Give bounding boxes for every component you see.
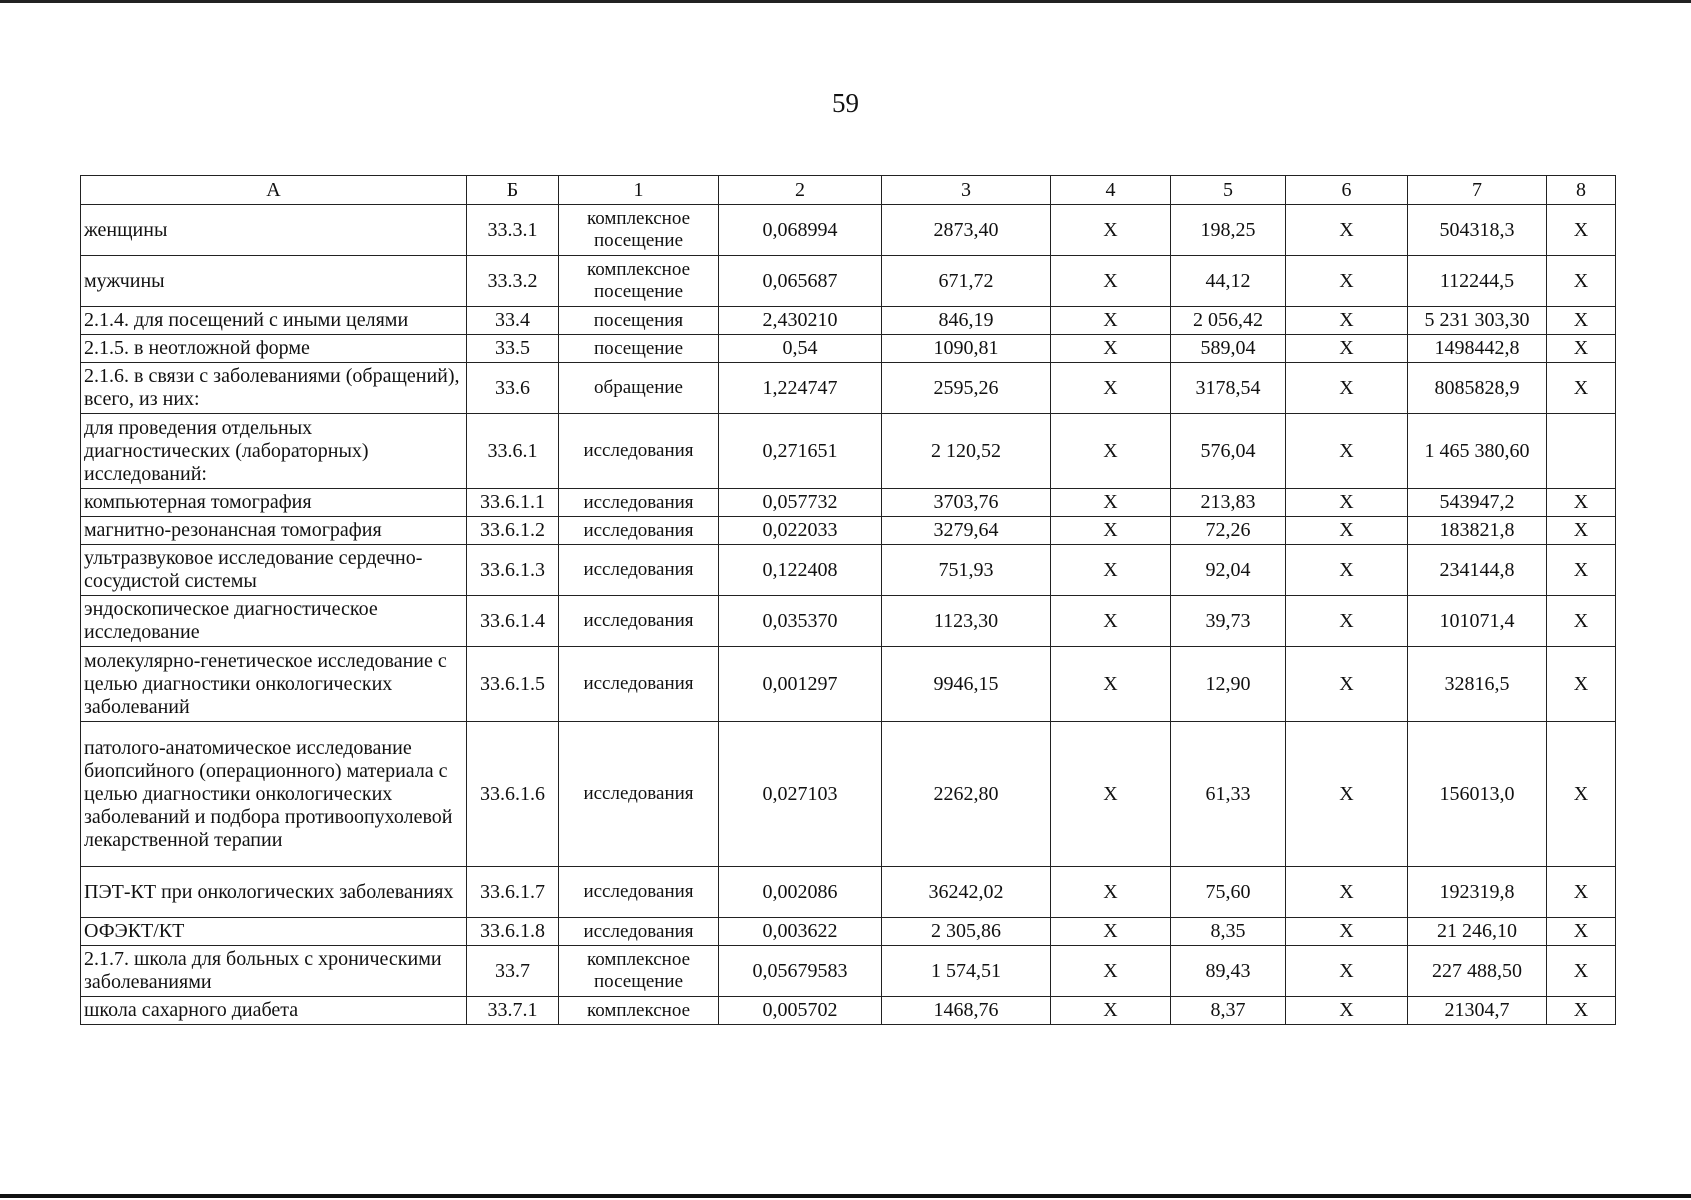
- cell-col3: 671,72: [882, 256, 1051, 307]
- cell-col5: 75,60: [1171, 867, 1286, 918]
- cell-col6: X: [1286, 307, 1408, 335]
- cell-col5: 8,35: [1171, 918, 1286, 946]
- row-unit: исследования: [559, 545, 719, 596]
- cell-col5: 3178,54: [1171, 363, 1286, 414]
- row-name: 2.1.4. для посещений с иными целями: [81, 307, 467, 335]
- cell-col6: X: [1286, 335, 1408, 363]
- cell-col5: 92,04: [1171, 545, 1286, 596]
- cell-col7: 1 465 380,60: [1408, 414, 1547, 489]
- row-unit: исследования: [559, 722, 719, 867]
- row-code: 33.3.1: [467, 205, 559, 256]
- column-header: 8: [1547, 176, 1616, 205]
- cell-col6: X: [1286, 722, 1408, 867]
- column-header: 2: [719, 176, 882, 205]
- cell-col4: X: [1051, 997, 1171, 1025]
- cell-col8: X: [1547, 256, 1616, 307]
- cell-col4: X: [1051, 946, 1171, 997]
- cell-col8: X: [1547, 307, 1616, 335]
- cell-col8: X: [1547, 722, 1616, 867]
- cell-col7: 101071,4: [1408, 596, 1547, 647]
- cell-col8: X: [1547, 997, 1616, 1025]
- row-code: 33.4: [467, 307, 559, 335]
- cell-col7: 21304,7: [1408, 997, 1547, 1025]
- cell-col5: 589,04: [1171, 335, 1286, 363]
- column-header: А: [81, 176, 467, 205]
- row-code: 33.6.1.2: [467, 517, 559, 545]
- cell-col3: 751,93: [882, 545, 1051, 596]
- cell-col2: 0,122408: [719, 545, 882, 596]
- cell-col3: 3703,76: [882, 489, 1051, 517]
- cell-col5: 198,25: [1171, 205, 1286, 256]
- row-unit: комплексное: [559, 997, 719, 1025]
- row-code: 33.6.1.3: [467, 545, 559, 596]
- cell-col5: 2 056,42: [1171, 307, 1286, 335]
- cell-col5: 12,90: [1171, 647, 1286, 722]
- cell-col8: X: [1547, 596, 1616, 647]
- cell-col8: [1547, 414, 1616, 489]
- cell-col4: X: [1051, 307, 1171, 335]
- row-unit: посещения: [559, 307, 719, 335]
- cell-col7: 543947,2: [1408, 489, 1547, 517]
- cell-col4: X: [1051, 918, 1171, 946]
- row-unit: посещение: [559, 335, 719, 363]
- row-unit: исследования: [559, 867, 719, 918]
- cell-col2: 0,001297: [719, 647, 882, 722]
- column-header: 3: [882, 176, 1051, 205]
- row-name: ультразвуковое исследование сердечно-сосудистой системы: [81, 545, 467, 596]
- cell-col2: 0,002086: [719, 867, 882, 918]
- row-code: 33.5: [467, 335, 559, 363]
- row-name: для проведения отдельных диагностических (лабораторных) исследований:: [81, 414, 467, 489]
- row-code: 33.6.1.5: [467, 647, 559, 722]
- cell-col6: X: [1286, 946, 1408, 997]
- cell-col3: 2 120,52: [882, 414, 1051, 489]
- table-row: [81, 489, 1616, 517]
- cell-col6: X: [1286, 489, 1408, 517]
- cell-col4: X: [1051, 722, 1171, 867]
- cell-col6: X: [1286, 414, 1408, 489]
- row-code: 33.6.1.6: [467, 722, 559, 867]
- table-row: [81, 363, 1616, 414]
- table-row: [81, 205, 1616, 256]
- cell-col8: X: [1547, 489, 1616, 517]
- cell-col5: 8,37: [1171, 997, 1286, 1025]
- cell-col5: 44,12: [1171, 256, 1286, 307]
- cell-col5: 61,33: [1171, 722, 1286, 867]
- cell-col5: 39,73: [1171, 596, 1286, 647]
- cell-col4: X: [1051, 517, 1171, 545]
- cell-col7: 32816,5: [1408, 647, 1547, 722]
- cell-col4: X: [1051, 414, 1171, 489]
- row-code: 33.7.1: [467, 997, 559, 1025]
- column-header: 4: [1051, 176, 1171, 205]
- table-row: [81, 545, 1616, 596]
- table-row: [81, 414, 1616, 489]
- cell-col6: X: [1286, 517, 1408, 545]
- cell-col2: 0,54: [719, 335, 882, 363]
- cell-col3: 2 305,86: [882, 918, 1051, 946]
- cell-col6: X: [1286, 205, 1408, 256]
- row-name: компьютерная томография: [81, 489, 467, 517]
- cell-col7: 1498442,8: [1408, 335, 1547, 363]
- row-unit: исследования: [559, 489, 719, 517]
- column-header: 1: [559, 176, 719, 205]
- table-row: [81, 517, 1616, 545]
- row-name: мужчины: [81, 256, 467, 307]
- table-row: [81, 256, 1616, 307]
- cell-col6: X: [1286, 918, 1408, 946]
- row-name: 2.1.6. в связи с заболеваниями (обращений), всего, из них:: [81, 363, 467, 414]
- cell-col6: X: [1286, 256, 1408, 307]
- column-header: Б: [467, 176, 559, 205]
- cell-col4: X: [1051, 596, 1171, 647]
- row-name: ПЭТ-КТ при онкологических заболеваниях: [81, 867, 467, 918]
- table-row: [81, 918, 1616, 946]
- cell-col4: X: [1051, 489, 1171, 517]
- row-code: 33.6.1.4: [467, 596, 559, 647]
- cell-col3: 1 574,51: [882, 946, 1051, 997]
- row-code: 33.7: [467, 946, 559, 997]
- cell-col8: X: [1547, 946, 1616, 997]
- row-code: 33.3.2: [467, 256, 559, 307]
- cell-col8: X: [1547, 363, 1616, 414]
- cell-col4: X: [1051, 256, 1171, 307]
- row-name: 2.1.7. школа для больных с хроническими заболеваниями: [81, 946, 467, 997]
- column-header: 5: [1171, 176, 1286, 205]
- cell-col6: X: [1286, 647, 1408, 722]
- cell-col7: 183821,8: [1408, 517, 1547, 545]
- cell-col2: 0,003622: [719, 918, 882, 946]
- cell-col4: X: [1051, 335, 1171, 363]
- cell-col2: 0,027103: [719, 722, 882, 867]
- row-name: патолого-анатомическое исследование биопсийного (операционного) материала с целью диагностики онкологических заболеваний и подбора противоопухолевой лекарственной терапии: [81, 722, 467, 867]
- cell-col2: 0,065687: [719, 256, 882, 307]
- row-code: 33.6: [467, 363, 559, 414]
- cell-col3: 2873,40: [882, 205, 1051, 256]
- header-row: [81, 176, 1616, 205]
- cell-col7: 234144,8: [1408, 545, 1547, 596]
- scan-edge-bottom: [0, 1194, 1691, 1198]
- cell-col6: X: [1286, 997, 1408, 1025]
- cell-col7: 5 231 303,30: [1408, 307, 1547, 335]
- row-name: школа сахарного диабета: [81, 997, 467, 1025]
- cell-col4: X: [1051, 545, 1171, 596]
- row-name: ОФЭКТ/КТ: [81, 918, 467, 946]
- row-name: молекулярно-генетическое исследование с целью диагностики онкологических заболеваний: [81, 647, 467, 722]
- cell-col7: 112244,5: [1408, 256, 1547, 307]
- row-unit: исследования: [559, 517, 719, 545]
- cell-col2: 0,068994: [719, 205, 882, 256]
- data-table: [80, 175, 1616, 1025]
- row-unit: исследования: [559, 647, 719, 722]
- row-unit: комплексное посещение: [559, 256, 719, 307]
- cell-col8: X: [1547, 918, 1616, 946]
- cell-col3: 3279,64: [882, 517, 1051, 545]
- cell-col6: X: [1286, 363, 1408, 414]
- cell-col2: 0,271651: [719, 414, 882, 489]
- column-header: 6: [1286, 176, 1408, 205]
- cell-col5: 576,04: [1171, 414, 1286, 489]
- row-unit: исследования: [559, 596, 719, 647]
- cell-col2: 2,430210: [719, 307, 882, 335]
- row-code: 33.6.1.8: [467, 918, 559, 946]
- cell-col5: 89,43: [1171, 946, 1286, 997]
- cell-col7: 156013,0: [1408, 722, 1547, 867]
- row-code: 33.6.1: [467, 414, 559, 489]
- cell-col2: 0,022033: [719, 517, 882, 545]
- row-code: 33.6.1.7: [467, 867, 559, 918]
- table-row: [81, 335, 1616, 363]
- cell-col3: 1090,81: [882, 335, 1051, 363]
- table-row: [81, 596, 1616, 647]
- row-unit: исследования: [559, 918, 719, 946]
- row-unit: обращение: [559, 363, 719, 414]
- cell-col2: 0,035370: [719, 596, 882, 647]
- cell-col5: 213,83: [1171, 489, 1286, 517]
- cell-col3: 36242,02: [882, 867, 1051, 918]
- column-header: 7: [1408, 176, 1547, 205]
- cell-col4: X: [1051, 205, 1171, 256]
- table-row: [81, 867, 1616, 918]
- cell-col3: 846,19: [882, 307, 1051, 335]
- cell-col4: X: [1051, 647, 1171, 722]
- table-row: [81, 647, 1616, 722]
- cell-col7: 21 246,10: [1408, 918, 1547, 946]
- row-unit: исследования: [559, 414, 719, 489]
- cell-col2: 0,057732: [719, 489, 882, 517]
- table-row: [81, 307, 1616, 335]
- cell-col8: X: [1547, 545, 1616, 596]
- cell-col3: 1468,76: [882, 997, 1051, 1025]
- cell-col3: 1123,30: [882, 596, 1051, 647]
- cell-col7: 227 488,50: [1408, 946, 1547, 997]
- cell-col7: 8085828,9: [1408, 363, 1547, 414]
- row-code: 33.6.1.1: [467, 489, 559, 517]
- cell-col7: 192319,8: [1408, 867, 1547, 918]
- cell-col3: 9946,15: [882, 647, 1051, 722]
- cell-col4: X: [1051, 363, 1171, 414]
- cell-col5: 72,26: [1171, 517, 1286, 545]
- table-row: [81, 722, 1616, 867]
- cell-col8: X: [1547, 647, 1616, 722]
- cell-col3: 2262,80: [882, 722, 1051, 867]
- cell-col6: X: [1286, 596, 1408, 647]
- cell-col8: X: [1547, 205, 1616, 256]
- row-name: магнитно-резонансная томография: [81, 517, 467, 545]
- row-name: 2.1.5. в неотложной форме: [81, 335, 467, 363]
- scan-edge-top: [0, 0, 1691, 3]
- table-row: [81, 946, 1616, 997]
- cell-col8: X: [1547, 335, 1616, 363]
- cell-col8: X: [1547, 867, 1616, 918]
- row-unit: комплексное посещение: [559, 946, 719, 997]
- page-number: 59: [832, 88, 859, 118]
- cell-col2: 0,05679583: [719, 946, 882, 997]
- cell-col6: X: [1286, 867, 1408, 918]
- row-name: женщины: [81, 205, 467, 256]
- cell-col2: 1,224747: [719, 363, 882, 414]
- cell-col4: X: [1051, 867, 1171, 918]
- cell-col6: X: [1286, 545, 1408, 596]
- cell-col7: 504318,3: [1408, 205, 1547, 256]
- cell-col2: 0,005702: [719, 997, 882, 1025]
- cell-col3: 2595,26: [882, 363, 1051, 414]
- table-row: [81, 997, 1616, 1025]
- cell-col8: X: [1547, 517, 1616, 545]
- row-name: эндоскопическое диагностическое исследование: [81, 596, 467, 647]
- row-unit: комплексное посещение: [559, 205, 719, 256]
